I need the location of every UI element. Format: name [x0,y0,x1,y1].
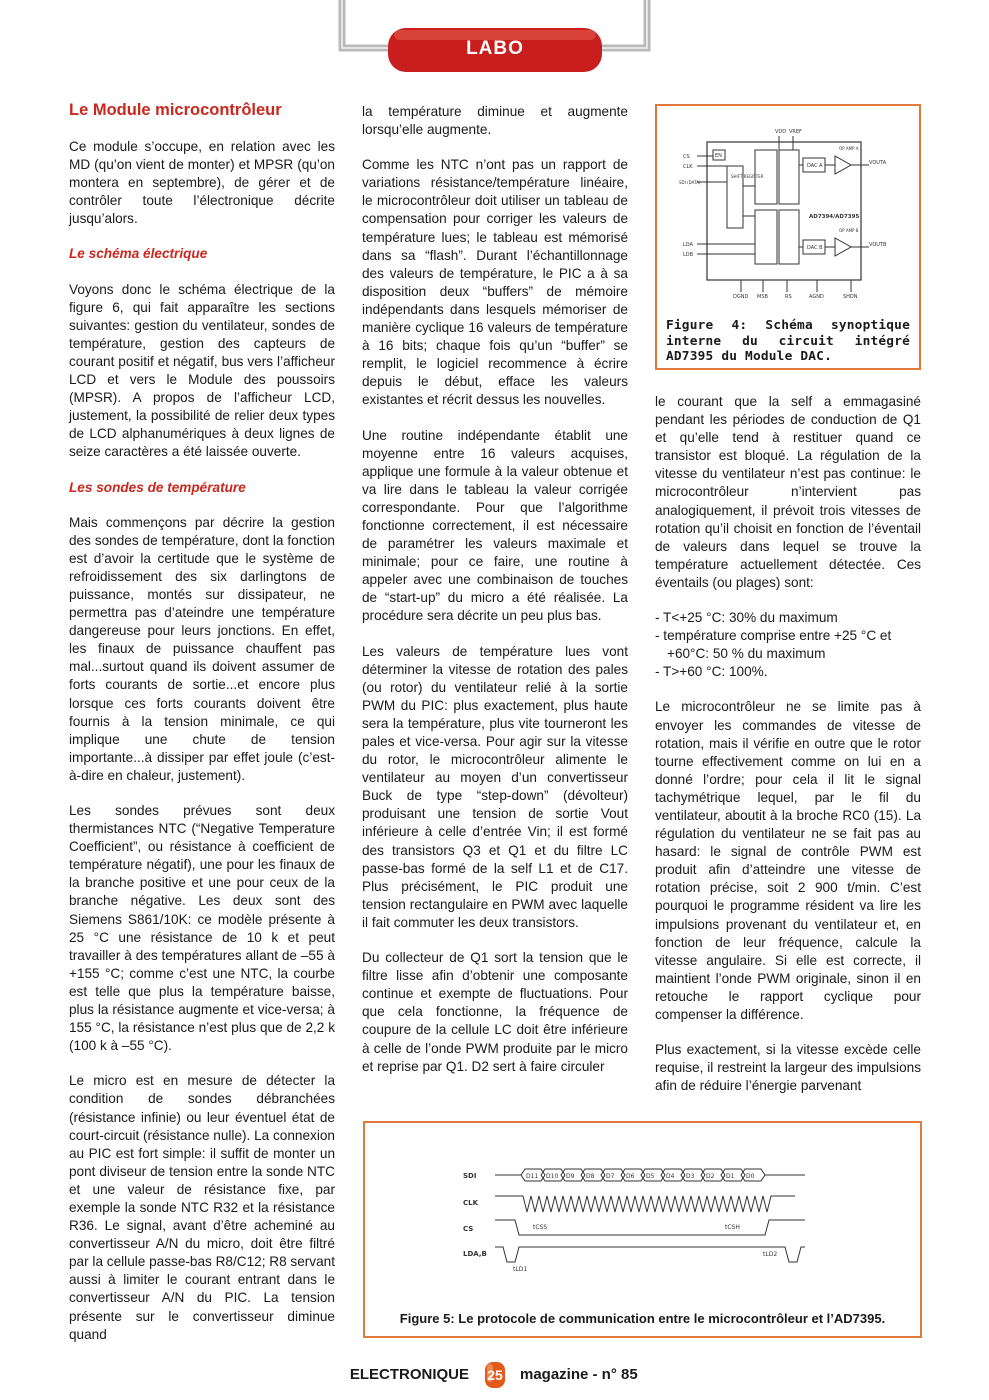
svg-text:VOUTB: VOUTB [869,242,887,248]
paragraph: Du collecteur de Q1 sort la tension que le filtre lisse afin d’obtenir une composante continue et exempte de fluctuations. Pour que cela fonctionne, la fréquence de coupure de la cellule LC doit être inférieure à celle de l’onde PWM produite par le micro et reprise par Q1. D2 sert à faire circuler [362,950,628,1074]
svg-text:tLD2: tLD2 [763,1251,778,1258]
svg-text:DAC A: DAC A [807,163,823,169]
paragraph: Le microcontrôleur ne se limite pas à envoyer les commandes de vitesse de rotation, mais il vérifie en outre que le rotor tourne effectivement comme on lui en a donné l’ordre; pour cela il lit le signal tachymétrique lequel, par le fil du ventilateur, aboutit à la broche RC0 (15). La régulation du ventilateur ne se fait pas au hasard: le signal de contrôle PWM est produit afin d’atteindre une vitesse de rotation précise, soit 2 900 t/min. C’est pourquoi le programme résident va lire les impulsions provenant du ventilateur et, en fonction de leur fréquence, calcule la vitesse angulaire. Si elle est correcte, il maintient l’onde PWM originale, sinon il en retouche le rapport cyclique pour compenser la différence. [655,699,921,1022]
sdi-bit-label: D2 [706,1173,715,1180]
paragraph: Mais commençons par décrire la gestion des sondes de température, dont la fonction est d’avoir la certitude que le système de refroidissement des six darlingtons de puissance, montés sur dissipateur, ne permettra pas d’ateindre une température dangereuse pour leurs jonctions. En effet, les finaux de puissance chauffent pas mal...surtout quand ils doivent assumer de forts courants de sortie...et encore plus lorsque ces forts courants doivent être fournis à la tension minimale, ce qui implique une chute de tension importante...à dissiper par effet joule (c’est-à-dire en chaleur, justement). [69,514,335,783]
paragraph: le courant que la self a emmagasiné pendant les périodes de conduction de Q1 et qu’elle tend à restituer quand ce transistor est bloqué. La régulation de la vitesse du ventilateur n’est pas continue: le microcontrôleur n’intervient pas analogiquement, il prévoit trois vitesses de rotation qu’il choisit en fonction de l’éventail de valeurs dans lequel se trouve la température actuellement détectée. Ces éventails (ou plages) sont: [655,394,921,590]
svg-text:EN: EN [715,153,722,159]
svg-text:SDI (DATA): SDI (DATA) [679,180,701,185]
column-3 [655,393,921,1112]
ad7395-block-diagram [657,106,919,306]
svg-text:LDA,B: LDA,B [463,1250,487,1258]
paragraph: la température diminue et augmente lorsqu’elle augmente. [362,104,628,138]
svg-text:AD7394/AD7395: AD7394/AD7395 [809,214,860,220]
svg-text:VREF: VREF [789,129,802,135]
page-number: 25 [487,1367,503,1383]
svg-text:SDI: SDI [463,1172,477,1180]
sdi-bit-label: D10 [546,1173,559,1180]
svg-text:CLK: CLK [463,1199,479,1207]
paragraph: Comme les NTC n’ont pas un rapport de variations résistance/température linéaire, le microcontrôleur doit utiliser un tableau de compensation pour corriger les valeurs de température lues; le tableau est mémorisé dans sa “flash”. Durant l’échantillonnage des valeurs de température, le PIC a à sa disposition deux “buffers” de mémoire indépendants dans lesquels mémoriser de manière cyclique 16 valeurs de température à 16 bits; chaque fois qu’un “buffer” se remplit, le logiciel recommence à écrire depuis le début, efface les valeurs existantes et récrit dessus les nouvelles. [362,157,628,408]
svg-text:tCSS: tCSS [533,1224,548,1231]
svg-text:tCSH: tCSH [725,1224,740,1231]
svg-text:VDD: VDD [775,129,787,135]
svg-text:CS: CS [683,154,690,160]
svg-text:tLD1: tLD1 [513,1266,528,1273]
list-item: - température comprise entre +25 °C et +60°C: 50 % du maximum [655,628,892,662]
svg-text:LDA: LDA [683,242,693,248]
svg-text:CS: CS [463,1225,474,1233]
svg-text:LDB: LDB [683,252,694,258]
paragraph: Le micro est en mesure de détecter la condition de sondes débranchées (résistance infinie) ou leur éventuel état de court-circuit (résistance nulle). La connexion au PIC est fort simple: il suffit de monter un pont diviseur de tension entre la sonde NTC et une valeur de résistance fixe, par exemple la sonde NTC R32 et la résistance R36. Le signal, avant d’être acheminé au convertisseur A/N du micro, doit être filtré par la cellule passe-bas R8/C12; R8 servant aussi à limiter le courant entrant dans le convertisseur A/N du PIC. La tension présente sur le convertisseur diminue quand [69,1073,335,1342]
sdi-bit-label: D8 [586,1173,595,1180]
paragraph: Les valeurs de température lues vont déterminer la vitesse de rotation des pales (ou rotor) du ventilateur relié à la sortie PWM du PIC: plus exactement, plus haute sera la température, plus vite tourneront les pales et vice-versa. Pour agir sur la vitesse du rotor, le microcontrôleur alimente le ventilateur au moyen d’un convertisseur Buck de type “step-down” (dévolteur) produisant une tension de sortie Vout inférieure à celle d’entrée Vin; il est formé des transistors Q3 et Q1 et du filtre LC passe-bas formé de la self L1 et de C17. Plus précisément, le PIC produit une tension rectangulaire en PWM avec laquelle il fait commuter les deux transistors. [362,643,628,930]
svg-text:CLK: CLK [683,164,693,170]
temperature-range-list [655,609,921,681]
page-header [0,0,989,90]
section-label: LABO [466,38,524,59]
figure-4 [655,104,921,370]
column-1 [69,100,335,1361]
paragraph: Plus exactement, si la vitesse excède celle requise, il restreint la largeur des impulsions afin de réduire l’énergie parvenant [655,1042,921,1094]
svg-text:DGND: DGND [733,294,749,300]
svg-text:SHDN: SHDN [843,294,858,300]
subheading: Le schéma électrique [69,246,208,262]
sdi-bit-cells [495,1169,805,1181]
svg-text:VOUTA: VOUTA [869,160,887,166]
page-footer [0,1360,989,1390]
svg-text:OP AMP B: OP AMP B [839,228,859,233]
svg-text:MSB: MSB [757,294,768,300]
sdi-bit-label: D1 [726,1173,735,1180]
figure-5-caption: Figure 5: Le protocole de communication entre le microcontrôleur et l’AD7395. [399,1311,886,1326]
svg-text:RS: RS [785,294,792,300]
page-number-badge [481,1360,509,1394]
svg-text:SHIFT REGISTER: SHIFT REGISTER [731,174,764,179]
paragraph: Ce module s’occupe, en relation avec les MD (qu’on vient de monter) et MPSR (qu’on montera en septembre), de gérer et de contrôler toute l’électronique décrite jusqu’alors. [69,139,335,227]
svg-text:DAC B: DAC B [807,245,823,251]
list-item: - T>+60 °C: 100%. [655,664,768,680]
svg-text:OP AMP A: OP AMP A [839,146,859,151]
footer-issue: magazine - n° 85 [520,1366,638,1383]
column-2 [362,103,628,1093]
svg-text:AGND: AGND [809,294,824,300]
paragraph: Les sondes prévues sont deux thermistances NTC (“Negative Temperature Coefficient”, ou résistance à coefficient de température négatif), une pour les finaux de la branche positive et une pour ceux de la branche négative. Les deux sont des Siemens S861/10K: ce modèle présente à 25 °C une résistance de 10 k et peut travailler à des températures allant de –55 à +155 °C; comme c’est une NTC, la courbe est telle que plus la température baisse, plus la résistance augmente et vice-versa; à 155 °C, la résistance n’est plus que de 2,2 k (100 k à –55 °C). [69,803,335,1054]
sdi-bit-label: D5 [646,1173,655,1180]
sdi-bit-label: D4 [666,1173,675,1180]
figure-5 [363,1121,922,1338]
sdi-bit-label: D0 [746,1173,755,1180]
paragraph: Une routine indépendante établit une moyenne entre 16 valeurs acquises, applique une formule à la valeur obtenue et va lire dans le tableau la valeur corrigée correspondante. Pour que l’algorithme fonctionne correctement, il est nécessaire de paramétrer les valeurs maximale et minimale; pour ce faire, une routine à appeler avec une combinaison de touches de “start-up” du micro a été réalisée. La procédure sera décrite un peu plus bas. [362,427,628,624]
sdi-bit-label: D11 [526,1173,539,1180]
article-title: Le Module microcontrôleur [69,101,282,119]
figure-4-caption: Figure 4: Schéma synoptique interne du circuit intégré AD7395 du Module DAC. [666,318,910,364]
footer-magazine-name: ELECTRONIQUE [349,1366,469,1383]
subheading: Les sondes de température [69,479,246,495]
paragraph: Voyons donc le schéma électrique de la figure 6, qui fait apparaître les sections suivantes: gestion du ventilateur, sondes de température, gestion des capteurs de courant positif et négatif, bus vers l’afficheur LCD et vers le Module des poussoirs (MPSR). A propos de l’afficheur LCD, justement, la possibilité de relier deux types de LCD alphanumériques à deux lignes de seize caractères a été laissée ouverte. [69,281,335,460]
sdi-bit-label: D7 [606,1173,615,1180]
sdi-bit-label: D6 [626,1173,635,1180]
sdi-bit-label: D9 [566,1173,575,1180]
sdi-bit-label: D3 [686,1173,695,1180]
list-item: - T<+25 °C: 30% du maximum [655,610,838,626]
timing-diagram [365,1123,920,1303]
